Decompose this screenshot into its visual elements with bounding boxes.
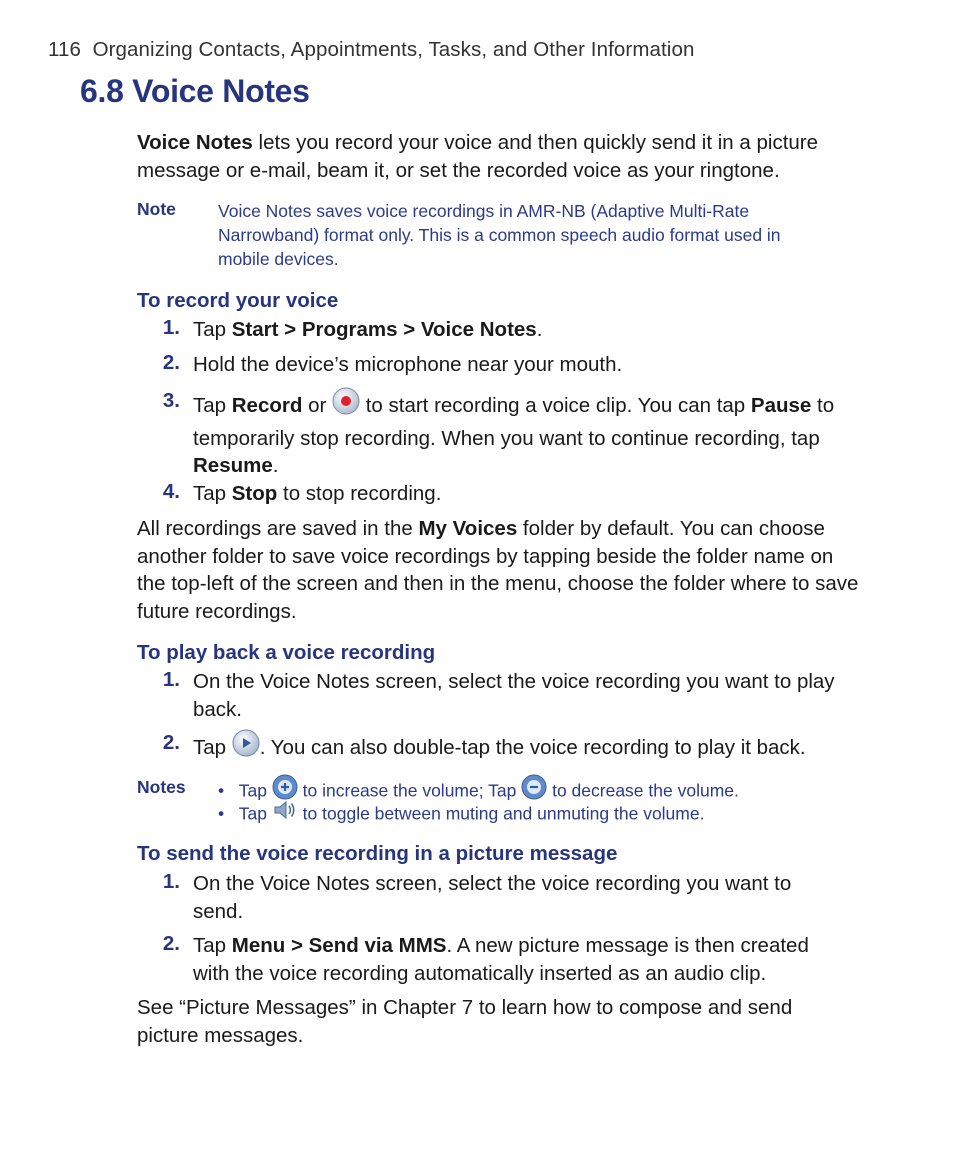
play-icon [232,729,260,765]
notes-item-2: • Tap to toggle between muting and unmuting the volume. [218,800,838,830]
note-label: Note [137,199,176,219]
record-heading: To record your voice [137,289,339,312]
step-number: 2. [162,932,180,955]
send-heading: To send the voice recording in a picture message [137,842,618,865]
playback-heading: To play back a voice recording [137,641,436,664]
bullet: • [218,803,225,824]
intro-rest: lets you record your voice and then quickly send it in a picture message or e-mail, beam it, or set the recorded voice as your ringtone. [137,131,819,182]
step-number: 3. [162,389,180,412]
send-step-2: Tap Menu > Send via MMS. A new picture message is then created with the voice recording automatically inserted as an audio clip. [193,934,809,985]
closing-paragraph: See “Picture Messages” in Chapter 7 to learn how to compose and send picture messages. [137,996,793,1047]
section-title: 6.8 Voice Notes [80,73,310,109]
notes-label: Notes [137,777,186,797]
running-header [48,38,694,62]
intro-paragraph [137,129,857,184]
step-number: 4. [162,480,180,503]
record-step-4: Tap Stop to stop recording. [193,482,442,505]
recordings-paragraph: All recordings are saved in the My Voices folder by default. You can choose another folder to save voice recordings by tapping beside the folder name on the top-left of the screen and then in the menu, choose the folder where to save future recordings. [137,517,859,623]
step-number: 2. [162,351,180,374]
send-step-1: On the Voice Notes screen, select the voice recording you want to send. [193,872,792,923]
record-icon [332,387,360,423]
record-step-3: Tap Record or to start recording a voice clip. You can tap Pause to temporarily stop recording. When you want to continue recording, tap Resume. [193,389,858,480]
step-number: 1. [162,316,180,339]
step-number: 2. [162,731,180,754]
playback-step-2: Tap . You can also double-tap the voice recording to play it back. [193,731,863,767]
step-number: 1. [162,668,180,691]
notes-item-1: • Tap to increase the volume; Tap to decrease the volume. [218,776,838,808]
bullet: • [218,780,225,801]
running-title: Organizing Contacts, Appointments, Tasks, and Other Information [92,38,695,61]
page-number: 116 [48,38,81,61]
record-step-2: Hold the device’s microphone near your mouth. [193,353,623,376]
record-step-1: Tap Start > Programs > Voice Notes. [193,318,543,341]
step-number: 1. [162,870,180,893]
playback-step-1: On the Voice Notes screen, select the voice recording you want to play back. [193,670,835,721]
intro-bold: Voice Notes [137,131,253,154]
note-text: Voice Notes saves voice recordings in AMR-NB (Adaptive Multi-Rate Narrowband) format only. This is a common speech audio format used in mobile devices. [218,201,781,269]
speaker-icon [272,798,298,828]
